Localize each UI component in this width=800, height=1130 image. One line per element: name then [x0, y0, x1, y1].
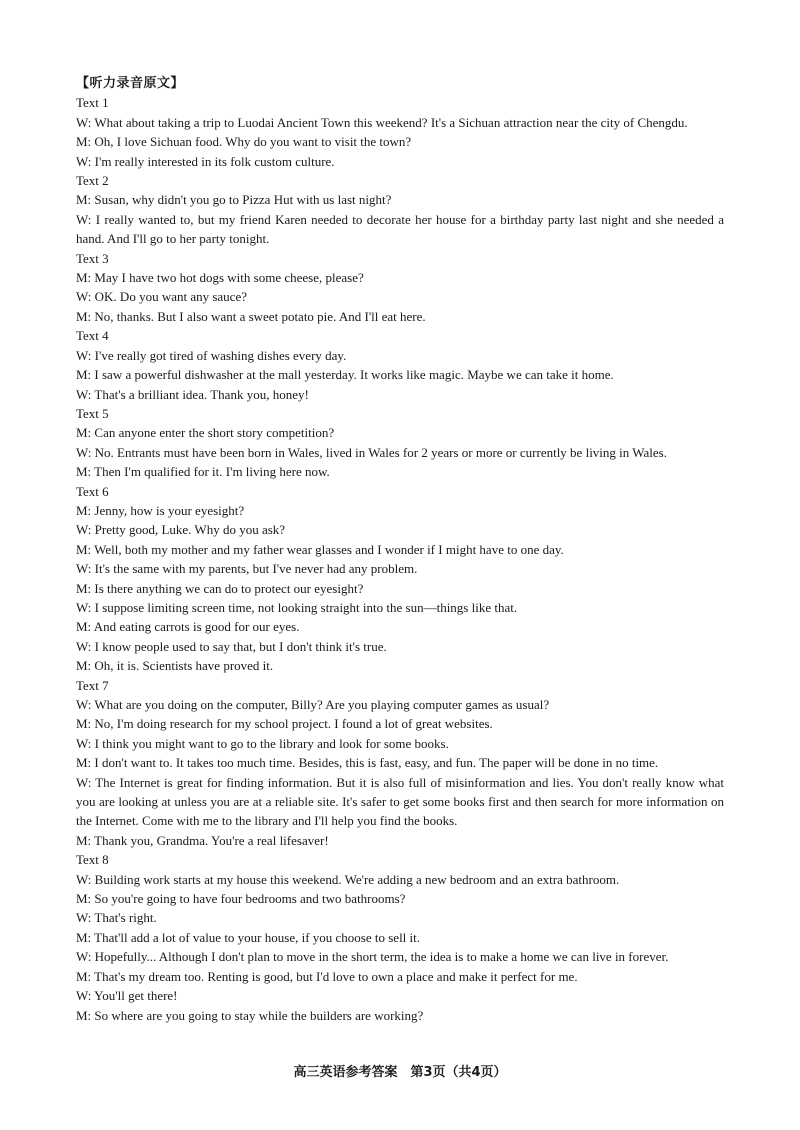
dialogue-line: M: Then I'm qualified for it. I'm living here now.	[76, 464, 330, 480]
dialogue-line: W: You'll get there!	[76, 988, 178, 1004]
dialogue-line: M: So where are you going to stay while the builders are working?	[76, 1007, 424, 1023]
dialogue-line: W: That's right.	[76, 910, 157, 926]
dialogue-line: W: OK. Do you want any sauce?	[76, 289, 247, 305]
dialogue-line: M: That'll add a lot of value to your house, if you choose to sell it.	[76, 929, 421, 945]
transcript-heading: 【听力录音原文】	[76, 76, 185, 91]
dialogue-line: W: I suppose limiting screen time, not looking straight into the sun—things like that.	[76, 599, 518, 615]
text-label: Text 4	[76, 328, 109, 344]
dialogue-line: W: The Internet is great for finding information. But it is also full of misinformation and lies. You don't really know what you are looking at unless you are at a reliable site. It's safer to get some books first and then search for more information on the Internet. Come with me to the library and I'll help you find the books.	[76, 774, 724, 829]
page-footer: 高三英语参考答案 第3页（共4页）	[293, 1065, 507, 1080]
text-label: Text 6	[76, 483, 109, 499]
dialogue-line: M: Oh, it is. Scientists have proved it.	[76, 658, 274, 674]
text-section	[76, 404, 724, 482]
text-section	[76, 93, 724, 171]
dialogue-line: W: Building work starts at my house this weekend. We're adding a new bedroom and an extra bathroom.	[76, 871, 620, 887]
dialogue-line: M: I don't want to. It takes too much time. Besides, this is fast, easy, and fun. The paper will be done in no time.	[76, 755, 659, 771]
dialogue-line: W: I really wanted to, but my friend Karen needed to decorate her house for a birthday party last night and she needed a hand. And I'll go to her party tonight.	[76, 211, 724, 247]
dialogue-line: W: I'm really interested in its folk custom culture.	[76, 153, 335, 169]
text-label: Text 7	[76, 677, 109, 693]
dialogue-line: M: No, I'm doing research for my school project. I found a lot of great websites.	[76, 716, 493, 732]
dialogue-line: W: What about taking a trip to Luodai Ancient Town this weekend? It's a Sichuan attraction near the city of Chengdu.	[76, 114, 688, 130]
dialogue-line: M: No, thanks. But I also want a sweet potato pie. And I'll eat here.	[76, 308, 426, 324]
text-label: Text 1	[76, 95, 109, 111]
dialogue-line: M: Thank you, Grandma. You're a real lifesaver!	[76, 832, 329, 848]
dialogue-line: M: Susan, why didn't you go to Pizza Hut with us last night?	[76, 192, 392, 208]
dialogue-line: M: May I have two hot dogs with some cheese, please?	[76, 270, 364, 286]
dialogue-line: M: Well, both my mother and my father wear glasses and I wonder if I might have to one day.	[76, 541, 564, 557]
dialogue-line: M: Is there anything we can do to protect our eyesight?	[76, 580, 364, 596]
dialogue-line: W: I think you might want to go to the library and look for some books.	[76, 735, 449, 751]
dialogue-line: M: And eating carrots is good for our eyes.	[76, 619, 300, 635]
text-label: Text 2	[76, 173, 109, 189]
dialogue-line: W: I've really got tired of washing dishes every day.	[76, 347, 347, 363]
dialogue-line: M: That's my dream too. Renting is good, but I'd love to own a place and make it perfect for me.	[76, 968, 578, 984]
text-section	[76, 171, 724, 249]
dialogue-line: W: What are you doing on the computer, Billy? Are you playing computer games as usual?	[76, 697, 550, 712]
text-section	[76, 676, 724, 851]
dialogue-line: M: Jenny, how is your eyesight?	[76, 502, 245, 518]
text-section	[76, 482, 724, 676]
text-label: Text 3	[76, 250, 109, 266]
dialogue-line: W: Pretty good, Luke. Why do you ask?	[76, 522, 286, 538]
dialogue-line: W: I know people used to say that, but I don't think it's true.	[76, 638, 387, 654]
dialogue-line: W: Hopefully... Although I don't plan to move in the short term, the idea is to make a home we can live in forever.	[76, 949, 669, 965]
dialogue-line: W: No. Entrants must have been born in Wales, lived in Wales for 2 years or more or currently be living in Wales.	[76, 444, 667, 460]
transcript-body	[76, 93, 724, 1025]
dialogue-line: M: So you're going to have four bedrooms and two bathrooms?	[76, 891, 406, 907]
text-label: Text 5	[76, 405, 109, 421]
text-section	[76, 850, 724, 1025]
dialogue-line: M: I saw a powerful dishwasher at the mall yesterday. It works like magic. Maybe we can take it home.	[76, 367, 614, 383]
dialogue-line: W: It's the same with my parents, but I've never had any problem.	[76, 561, 418, 577]
text-label: Text 8	[76, 852, 109, 868]
text-section	[76, 249, 724, 327]
document-page	[76, 74, 724, 1025]
text-section	[76, 326, 724, 404]
dialogue-line: M: Can anyone enter the short story competition?	[76, 425, 335, 441]
dialogue-line: M: Oh, I love Sichuan food. Why do you want to visit the town?	[76, 134, 412, 150]
dialogue-line: W: That's a brilliant idea. Thank you, honey!	[76, 386, 309, 402]
